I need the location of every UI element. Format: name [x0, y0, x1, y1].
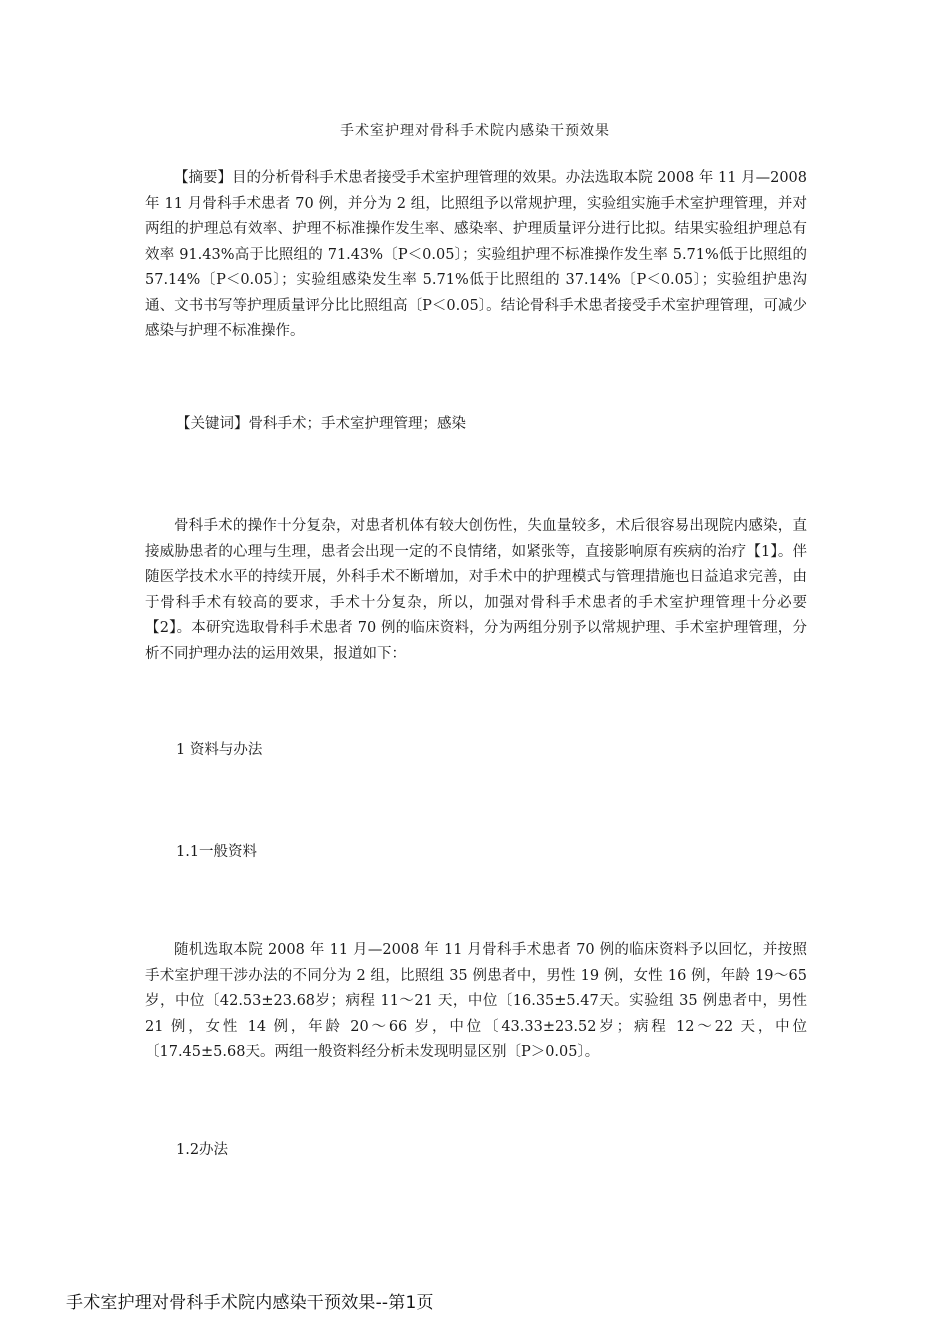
keywords-paragraph: 【关键词】骨科手术；手术室护理管理；感染	[176, 416, 466, 432]
abstract-paragraph: 【摘要】目的分析骨科手术患者接受手术室护理管理的效果。办法选取本院 2008 年 11 月—2008 年 11 月骨科手术患者 70 例，并分为 2 组，比照组予以常规护理，实验组实施手术室护理管理，并对两组的护理总有效率、护理不标准操作发生率、感染率、护理质量评分进行比拟。结果实验组护理总有效率 91.43%高于比照组的 71.43%〔P＜0.05〕；实验组护理不标准操作发生率 5.71%低于比照组的 57.14%〔P＜0.05〕；实验组感染发生率 5.71%低于比照组的 37.14%〔P＜0.05〕；实验组护患沟通、文书书写等护理质量评分比比照组高〔P＜0.05〕。结论骨科手术患者接受手术室护理管理，可减少感染与护理不标准操作。	[145, 170, 807, 339]
section-heading-1: 1 资料与办法	[176, 742, 263, 758]
document-title: 手术室护理对骨科手术院内感染干预效果	[340, 123, 610, 139]
intro-paragraph: 骨科手术的操作十分复杂，对患者机体有较大创伤性，失血量较多，术后很容易出现院内感染，直接威胁患者的心理与生理，患者会出现一定的不良情绪，如紧张等，直接影响原有疾病的治疗【1】。伴随医学技术水平的持续开展，外科手术不断增加，对手术中的护理模式与管理措施也日益追求完善，由于骨科手术有较高的要求，手术十分复杂，所以，加强对骨科手术患者的手术室护理管理十分必要【2】。本研究选取骨科手术患者 70 例的临床资料，分为两组分别予以常规护理、手术室护理管理，分析不同护理办法的运用效果，报道如下：	[145, 518, 807, 662]
page-footer: 手术室护理对骨科手术院内感染干预效果--第1页	[66, 1293, 434, 1313]
section-heading-1-1: 1.1一般资料	[176, 844, 258, 860]
section-heading-1-2: 1.2办法	[176, 1142, 229, 1158]
general-data-paragraph: 随机选取本院 2008 年 11 月—2008 年 11 月骨科手术患者 70 例的临床资料予以回忆，并按照手术室护理干涉办法的不同分为 2 组，比照组 35 例患者中，男性 19 例，女性 16 例，年龄 19～65 岁，中位〔42.53±23.68岁；病程 11～21 天，中位〔16.35±5.47天。实验组 35 例患者中，男性 21 例，女性 14 例，年龄 20～66 岁，中位〔43.33±23.52岁；病程 12～22 天，中位〔17.45±5.68天。两组一般资料经分析未发现明显区别〔P＞0.05〕。	[145, 942, 807, 1060]
